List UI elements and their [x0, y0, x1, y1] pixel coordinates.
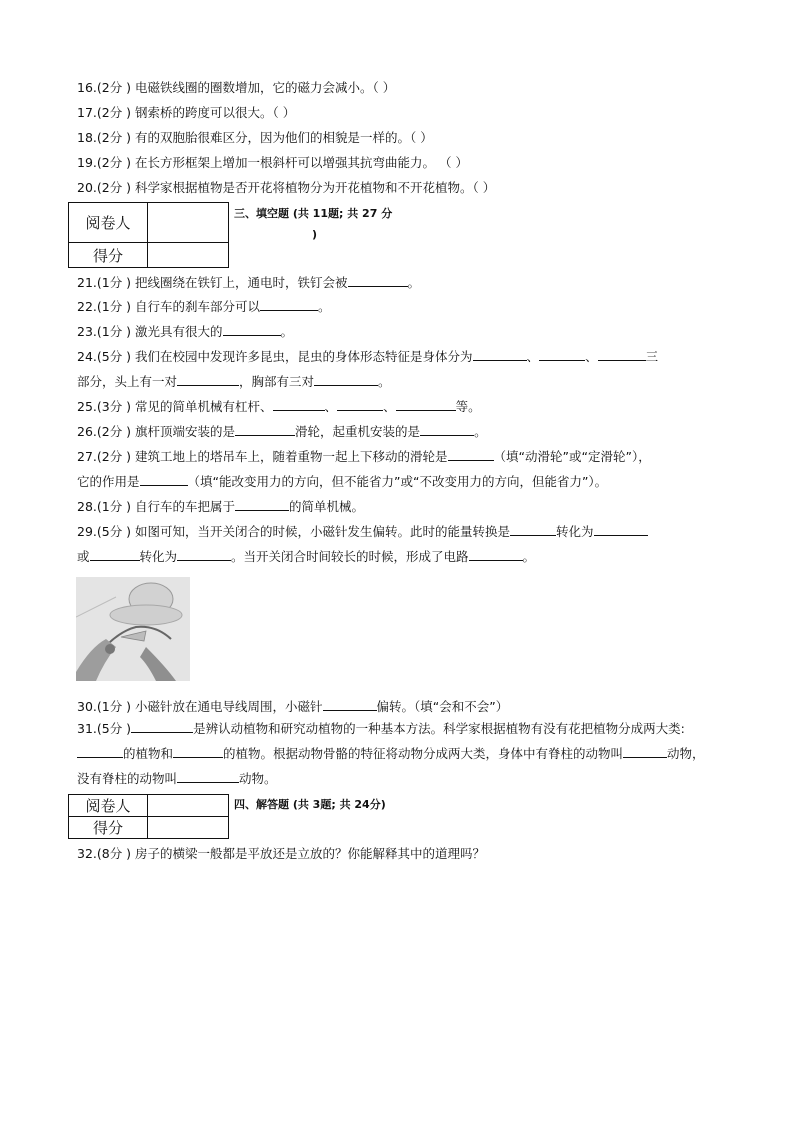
question-17: 17.(2分 ) 钢索桥的跨度可以很大。（ ） — [77, 105, 296, 120]
answer-blank[interactable] — [235, 423, 295, 436]
answer-blank[interactable] — [177, 373, 239, 386]
experiment-photo-icon — [76, 577, 190, 681]
section3-title-close: ) — [312, 228, 318, 241]
answer-blank[interactable] — [131, 720, 193, 733]
section3-score-table — [68, 202, 229, 268]
answer-blank[interactable] — [539, 348, 585, 361]
section3-title: 三、填空题 (共 11题; 共 27 分 — [234, 207, 393, 220]
answer-blank[interactable] — [598, 348, 646, 361]
question-25: 25.(3分 ) 常见的简单机械有杠杆、 、 、 等。 — [77, 399, 481, 414]
answer-blank[interactable] — [314, 373, 378, 386]
question-22: 22.(1分 ) 自行车的刹车部分可以 。 — [77, 299, 331, 314]
question-27-cont: 它的作用是 （填“能改变用力的方向，但不能省力”或“不改变用力的方向，但能省力”）。 — [77, 474, 608, 489]
answer-blank[interactable] — [140, 473, 188, 486]
question-24: 24.(5分 ) 我们在校园中发现许多昆虫，昆虫的身体形态特征是身体分为 、 、 三 — [77, 349, 659, 364]
question-23: 23.(1分 ) 激光具有很大的 。 — [77, 324, 294, 339]
score-label: 得分 — [69, 243, 148, 268]
question-26: 26.(2分 ) 旗杆顶端安装的是 滑轮，起重机安装的是 。 — [77, 424, 487, 439]
answer-blank[interactable] — [337, 398, 383, 411]
answer-blank[interactable] — [348, 274, 408, 287]
answer-blank[interactable] — [177, 770, 239, 783]
question-24-cont: 部分，头上有一对 ，胸部有三对 。 — [77, 374, 391, 389]
question-21: 21.(1分 ) 把线圈绕在铁钉上，通电时，铁钉会被 。 — [77, 275, 421, 290]
answer-blank[interactable] — [260, 298, 318, 311]
answer-blank[interactable] — [273, 398, 325, 411]
reviewer-label: 阅卷人 — [69, 203, 148, 243]
answer-blank[interactable] — [173, 745, 223, 758]
reviewer-cell — [148, 795, 229, 817]
question-27: 27.(2分 ) 建筑工地上的塔吊车上，随着重物一起上下移动的滑轮是 （填“动滑轮”或“定滑轮”）， — [77, 449, 651, 464]
answer-blank[interactable] — [223, 323, 281, 336]
experiment-photo — [76, 577, 190, 681]
answer-blank[interactable] — [448, 448, 494, 461]
question-32: 32.(8分 ) 房子的横梁一般都是平放还是立放的？你能解释其中的道理吗？ — [77, 846, 486, 861]
section4-title: 四、解答题 (共 3题; 共 24分) — [234, 798, 386, 811]
question-16: 16.(2分 ) 电磁铁线圈的圈数增加，它的磁力会减小。（ ） — [77, 80, 396, 95]
answer-blank[interactable] — [77, 745, 123, 758]
answer-blank[interactable] — [623, 745, 667, 758]
score-cell — [148, 243, 229, 268]
score-label: 得分 — [69, 817, 148, 839]
reviewer-label: 阅卷人 — [69, 795, 148, 817]
answer-blank[interactable] — [510, 523, 556, 536]
answer-blank[interactable] — [90, 548, 140, 561]
question-20: 20.(2分 ) 科学家根据植物是否开花将植物分为开花植物和不开花植物。（ ） — [77, 180, 496, 195]
answer-blank[interactable] — [594, 523, 648, 536]
answer-blank[interactable] — [469, 548, 523, 561]
question-28: 28.(1分 ) 自行车的车把属于 的简单机械。 — [77, 499, 365, 514]
question-19: 19.(2分 ) 在长方形框架上增加一根斜杆可以增强其抗弯曲能力。 （ ） — [77, 155, 468, 170]
section4-score-table — [68, 794, 229, 839]
question-29: 29.(5分 ) 如图可知，当开关闭合的时候，小磁针发生偏转。此时的能量转换是 转化为 — [77, 523, 648, 540]
question-18: 18.(2分 ) 有的双胞胎很难区分，因为他们的相貌是一样的。（ ） — [77, 130, 433, 145]
question-31: 31.(5分 ) 是辨认动植物和研究动植物的一种基本方法。科学家根据植物有没有花把植物分成两大类: 的植物和 的植物。根据动物骨骼的特征将动物分成两大类，身体中有脊柱的动物叫 动物，没有脊柱的动物叫 动物。 — [77, 721, 705, 786]
question-29-cont: 或 转化为 。当开关闭合时间较长的时候，形成了电路 。 — [77, 549, 536, 564]
answer-blank[interactable] — [177, 548, 231, 561]
answer-blank[interactable] — [396, 398, 456, 411]
answer-blank[interactable] — [473, 348, 527, 361]
answer-blank[interactable] — [323, 698, 377, 711]
question-30: 30.(1分 ) 小磁针放在通电导线周围，小磁针 偏转。（填“会和不会”） — [77, 699, 509, 714]
reviewer-cell — [148, 203, 229, 243]
answer-blank[interactable] — [420, 423, 474, 436]
score-cell — [148, 817, 229, 839]
answer-blank[interactable] — [235, 498, 289, 511]
